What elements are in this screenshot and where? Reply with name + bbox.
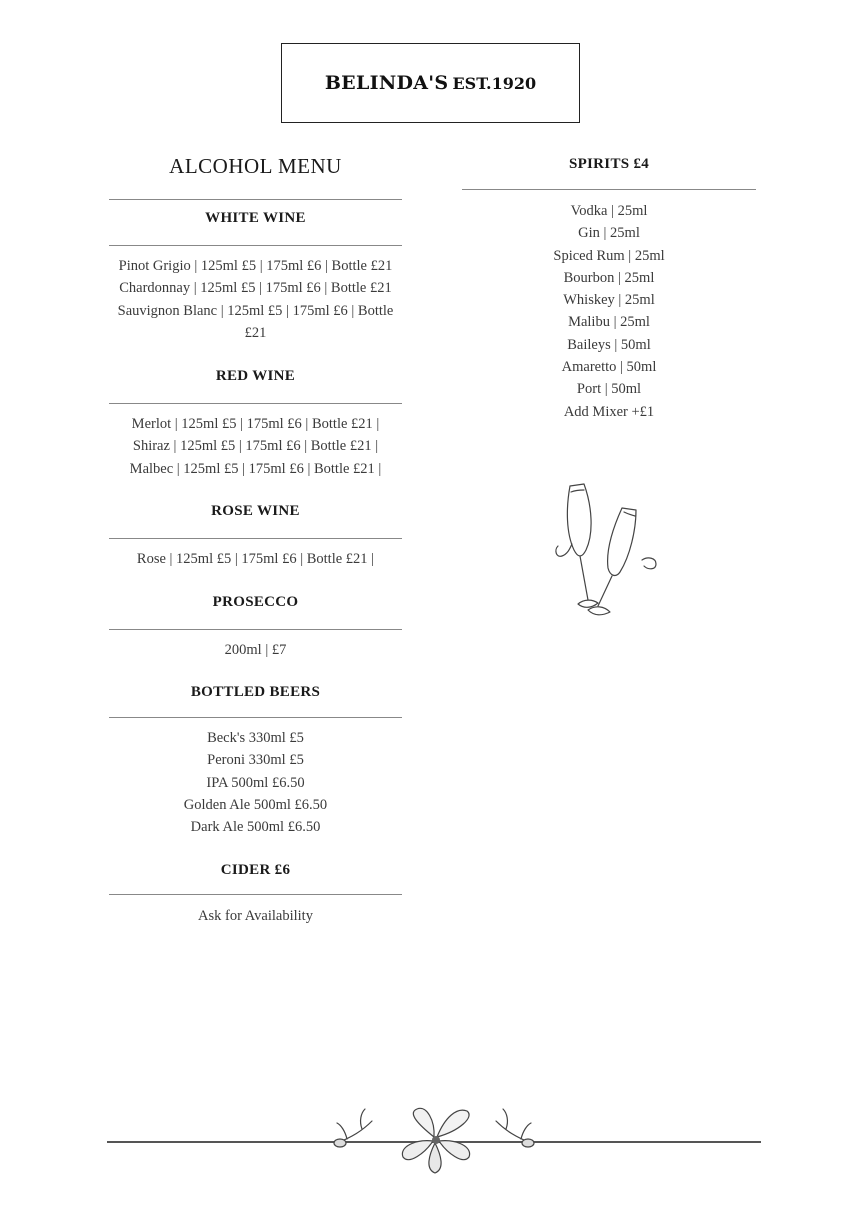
bottled-beers-list <box>109 727 402 838</box>
list-item: IPA 500ml £6.50 <box>206 774 305 791</box>
list-item: Whiskey | 25ml <box>563 292 655 309</box>
list-item: Dark Ale 500ml £6.50 <box>190 819 321 836</box>
brand-logo <box>281 43 580 123</box>
page-title: ALCOHOL MENU <box>169 154 342 178</box>
divider <box>109 199 402 200</box>
list-item: Golden Ale 500ml £6.50 <box>183 796 328 813</box>
divider <box>109 245 402 246</box>
prosecco-list <box>109 639 402 661</box>
list-item: Port | 50ml <box>576 381 642 398</box>
list-item: Spiced Rum | 25ml <box>553 247 665 264</box>
list-item: Sauvignon Blanc | 125ml £5 | 175ml £6 | Bottle £21 <box>117 302 394 341</box>
divider <box>109 894 402 895</box>
divider <box>109 403 402 404</box>
brand-established: EST.1920 <box>452 73 537 93</box>
list-item: Merlot | 125ml £5 | 175ml £6 | Bottle £21 | <box>131 416 380 432</box>
section-heading-spirits: SPIRITS £4 <box>568 156 650 172</box>
section-heading-cider: CIDER £6 <box>220 862 291 878</box>
list-item: 200ml | £7 <box>224 642 287 658</box>
magnolia-flower-divider-icon <box>107 1103 761 1178</box>
list-item: Peroni 330ml £5 <box>207 752 304 769</box>
list-item: Malibu | 25ml <box>568 314 650 331</box>
list-item: Shiraz | 125ml £5 | 175ml £6 | Bottle £21 | <box>132 438 379 455</box>
list-item: Amaretto | 50ml <box>561 359 657 376</box>
section-heading-rose-wine: ROSE WINE <box>211 503 300 519</box>
section-heading-white-wine: WHITE WINE <box>205 210 306 226</box>
rose-wine-list <box>109 548 402 570</box>
spirits-list <box>462 200 756 423</box>
divider <box>109 717 402 718</box>
section-heading-bottled-beers: BOTTLED BEERS <box>190 684 321 700</box>
list-item: Pinot Grigio | 125ml £5 | 175ml £6 | Bottle £21 <box>118 258 393 274</box>
red-wine-list <box>109 413 402 480</box>
list-item: Rose | 125ml £5 | 175ml £6 | Bottle £21 | <box>136 551 375 567</box>
section-heading-red-wine: RED WINE <box>215 368 296 384</box>
champagne-glasses-icon <box>548 478 666 623</box>
divider <box>109 538 402 539</box>
divider <box>462 189 756 190</box>
list-item: Chardonnay | 125ml £5 | 175ml £6 | Bottle £21 <box>119 280 392 297</box>
list-item: Beck's 330ml £5 <box>207 730 304 746</box>
list-item: Malbec | 125ml £5 | 175ml £6 | Bottle £21 | <box>129 460 382 477</box>
list-item: Baileys | 50ml <box>567 336 651 353</box>
cider-list <box>109 905 402 927</box>
list-item: Add Mixer +£1 <box>563 403 655 420</box>
brand-name: BELINDA'S <box>324 72 449 94</box>
list-item: Bourbon | 25ml <box>563 269 655 286</box>
list-item: Vodka | 25ml <box>570 203 648 219</box>
section-heading-prosecco: PROSECCO <box>212 594 299 610</box>
white-wine-list <box>109 255 402 344</box>
list-item: Ask for Availability <box>198 908 313 924</box>
divider <box>109 629 402 630</box>
list-item: Gin | 25ml <box>578 225 640 242</box>
